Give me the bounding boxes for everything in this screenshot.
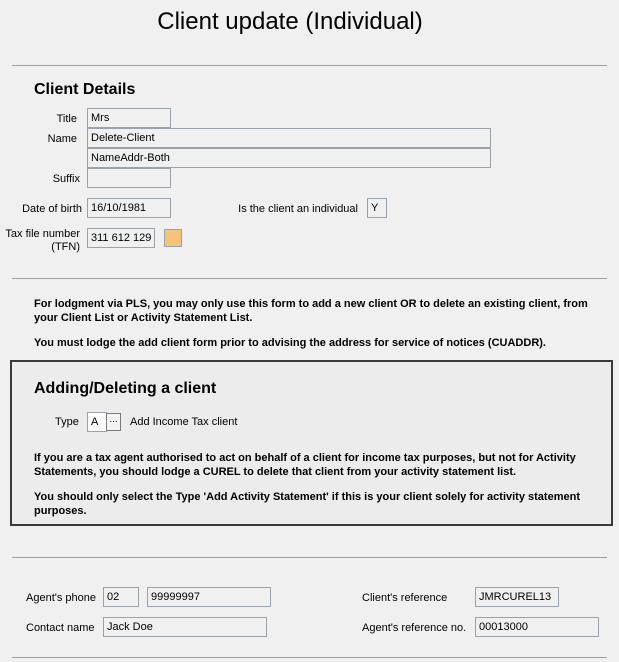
lodgment-note: For lodgment via PLS, you may only use this form to add a new client OR to delete an existing client, from your Client List or Activity Statement List. bbox=[34, 298, 588, 324]
name-label: Name bbox=[47, 133, 77, 145]
activity-statement-note: You should only select the Type 'Add Activity Statement' if this is your client solely for activity statement purposes. bbox=[34, 491, 580, 517]
contact-name-field[interactable]: Jack Doe bbox=[103, 617, 267, 637]
contact-name-label: Contact name bbox=[26, 622, 95, 634]
client-reference-label: Client's reference bbox=[362, 592, 448, 604]
type-picker-button[interactable]: ... bbox=[106, 413, 121, 431]
tfn-label: Tax file number bbox=[5, 228, 80, 240]
type-field[interactable]: A bbox=[87, 412, 107, 432]
client-details-heading: Client Details bbox=[34, 81, 136, 98]
agent-reference-label: Agent's reference no. bbox=[362, 622, 467, 634]
tfn-lookup-button[interactable] bbox=[164, 229, 182, 247]
tfn-label-abbrev: (TFN) bbox=[51, 241, 80, 253]
page-title: Client update (Individual) bbox=[157, 8, 423, 35]
dob-field[interactable]: 16/10/1981 bbox=[87, 198, 171, 218]
type-label: Type bbox=[55, 416, 79, 428]
title-field[interactable]: Mrs bbox=[87, 108, 171, 128]
individual-field[interactable]: Y bbox=[367, 198, 387, 218]
type-description: Add Income Tax client bbox=[130, 416, 238, 428]
agent-reference-field[interactable]: 00013000 bbox=[475, 617, 599, 637]
individual-label: Is the client an individual bbox=[238, 203, 358, 215]
name-line1-field[interactable]: Delete-Client bbox=[87, 128, 491, 148]
must-lodge-note: You must lodge the add client form prior to advising the address for service of notices (CUADDR). bbox=[34, 337, 546, 349]
title-label: Title bbox=[56, 113, 77, 125]
curel-note: If you are a tax agent authorised to act on behalf of a client for income tax purposes, but not for Activity Statements, you should lodge a CUREL to delete that client from your activity statement list. bbox=[34, 452, 576, 478]
divider bbox=[12, 657, 607, 658]
divider bbox=[12, 65, 607, 66]
agent-phone-area-field[interactable]: 02 bbox=[103, 587, 139, 607]
suffix-field[interactable] bbox=[87, 168, 171, 188]
name-line2-field[interactable]: NameAddr-Both bbox=[87, 148, 491, 168]
divider bbox=[12, 278, 607, 279]
adding-deleting-heading: Adding/Deleting a client bbox=[34, 380, 217, 397]
divider bbox=[12, 557, 607, 558]
suffix-label: Suffix bbox=[52, 173, 80, 185]
dob-label: Date of birth bbox=[22, 203, 82, 215]
agent-phone-number-field[interactable]: 99999997 bbox=[147, 587, 271, 607]
tfn-field[interactable]: 311 612 129 bbox=[87, 228, 155, 248]
client-reference-field[interactable]: JMRCUREL13 bbox=[475, 587, 559, 607]
agent-phone-label: Agent's phone bbox=[26, 592, 96, 604]
